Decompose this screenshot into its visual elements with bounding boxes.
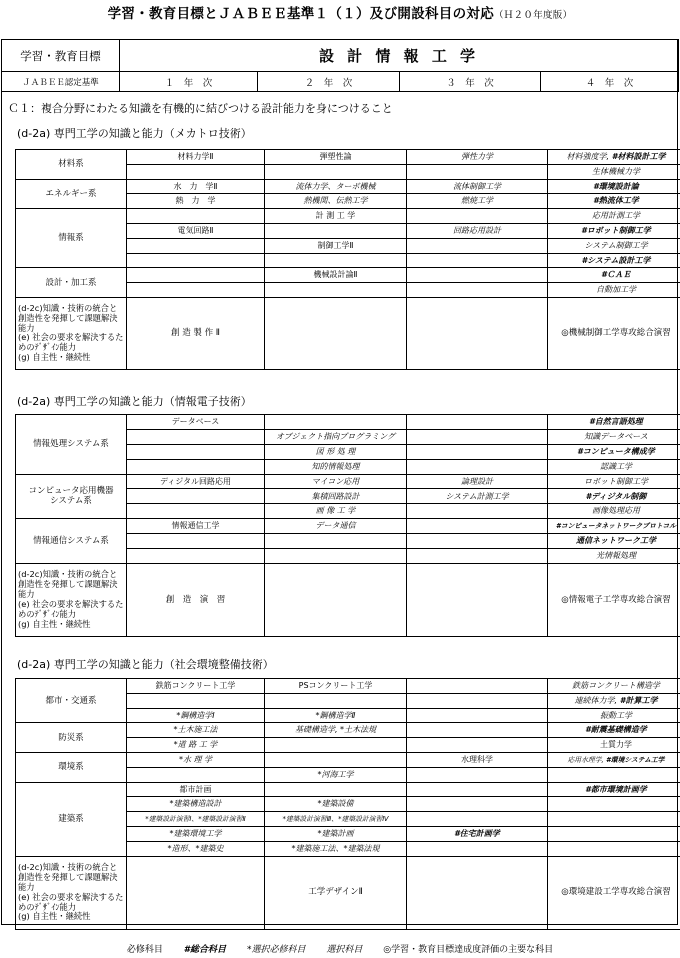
course-cell: システム制御工学 [548,238,680,253]
course-cell: マイコン応用 [265,474,407,489]
course-cell: #耐震基礎構造学 [548,723,680,738]
course-cell: ◎機械制御工学専攻総合演習 [548,297,680,369]
table-row [16,150,680,165]
course-cell: 制御工学Ⅱ [265,238,407,253]
course-cell [407,504,548,519]
course-cell [127,209,265,224]
course-cell [127,504,265,519]
category-label: エネルギー系 [16,179,127,209]
course-cell [265,297,407,369]
course-cell: ◎環境建設工学専攻総合演習 [548,856,680,929]
course-cell [127,429,265,444]
course-cell: 燃焼工学 [407,194,548,209]
course-cell: #システム設計工学 [548,253,680,268]
course-cell [265,415,407,430]
course-cell [407,253,548,268]
header-table [1,39,679,92]
table-row [16,723,680,738]
course-cell: 水 力 学Ⅱ [127,179,265,194]
course-cell [407,297,548,369]
course-cell [127,489,265,504]
course-cell: *建築構造設計 [127,797,265,812]
course-cell: PSコンクリート工学 [265,679,407,694]
course-cell [127,534,265,549]
course-cell [127,283,265,298]
course-cell [127,164,265,179]
year-2: ２ 年 次 [258,72,400,92]
course-cell: 水理科学 [407,752,548,767]
section-title: (d-2a) 専門工学の知識と能力（社会環境整備技術） [17,658,274,671]
page-title: 学習・教育目標とＪＡＢＥＥ基準１（１）及び開設科目の対応（Ｈ２０年度版） [107,6,573,22]
course-cell [407,856,548,929]
course-cell [265,253,407,268]
course-cell [548,812,680,827]
course-cell: 図 形 処 理 [265,444,407,459]
course-cell: 弾塑性論 [265,150,407,165]
course-cell [407,238,548,253]
curriculum-table [15,414,680,637]
course-cell [127,253,265,268]
course-cell: *建築設計演習Ⅲ、*建築設計演習Ⅳ [265,812,407,827]
course-cell [127,856,265,929]
course-cell: 流体力学、ターボ機械 [265,179,407,194]
legend-selective-required: *選択必修科目 [246,945,306,955]
course-cell [407,563,548,636]
course-cell: 土質力学 [548,738,680,753]
course-cell [407,283,548,298]
course-cell [548,767,680,782]
category-label: 防災系 [16,723,127,753]
course-cell: 弾性力学 [407,150,548,165]
objective-note: (d-2c)知識・技術の統合と創造性を発揮して課題解決能力 (e) 社会の要求を解決するためのﾃﾞｻﾞｲﾝ能力 (g) 自主性・継続性 [16,856,127,929]
course-cell: *建築計画 [265,826,407,841]
course-cell: 計 測 工 学 [265,209,407,224]
course-cell: 光情報処理 [548,549,680,564]
course-cell [407,164,548,179]
course-cell [407,534,548,549]
curriculum-table [15,149,680,370]
course-cell [265,782,407,797]
course-cell [265,563,407,636]
course-cell [265,283,407,298]
course-cell: 熱 力 学 [127,194,265,209]
course-cell: 熱機関、伝熱工学 [265,194,407,209]
course-cell: #コンピュータ構成学 [548,444,680,459]
course-cell [407,549,548,564]
course-cell [265,164,407,179]
course-cell [265,693,407,708]
category-label: 建築系 [16,782,127,856]
course-cell [265,534,407,549]
course-cell [127,238,265,253]
category-label: 都市・交通系 [16,679,127,723]
course-cell: 振動工学 [548,708,680,723]
table-row [16,179,680,194]
course-cell [127,268,265,283]
course-cell: #ディジタル制御 [548,489,680,504]
course-cell [265,549,407,564]
course-cell [407,519,548,534]
section-title: (d-2a) 専門工学の知識と能力（メカトロ技術） [17,127,252,140]
course-cell: *土木施工法 [127,723,265,738]
course-cell [407,708,548,723]
course-cell: 生体機械力学 [548,164,680,179]
category-label: 環境系 [16,752,127,782]
course-cell: *造形、*建築史 [127,841,265,856]
course-cell: データベース [127,415,265,430]
course-cell: *鋼構造学Ⅰ [127,708,265,723]
legend-main-evaluation: ◎学習・教育目標達成度評価の主要な科目 [383,945,554,955]
course-cell: *建築環境工学 [127,826,265,841]
course-cell: 応用計測工学 [548,209,680,224]
year-3: ３ 年 次 [400,72,541,92]
course-cell: 流体制御工学 [407,179,548,194]
course-cell [407,812,548,827]
objective-note: (d-2c)知識・技術の統合と創造性を発揮して課題解決能力 (e) 社会の要求を解決するためのﾃﾞｻﾞｲﾝ能力 (g) 自主性・継続性 [16,563,127,636]
course-cell: 認識工学 [548,459,680,474]
table-row [16,563,680,636]
course-cell: #住宅計画学 [407,826,548,841]
course-cell [127,444,265,459]
course-cell: 機械設計論Ⅱ [265,268,407,283]
course-cell: オブジェクト指向プログラミング [265,429,407,444]
category-label: 情報系 [16,209,127,268]
course-cell: #ロボット制御工学 [548,223,680,238]
course-cell [265,752,407,767]
category-label: 情報通信システム系 [16,519,127,564]
course-cell: 集積回路設計 [265,489,407,504]
course-cell [407,738,548,753]
table-row [16,415,680,430]
course-cell [407,444,548,459]
course-cell: データ通信 [265,519,407,534]
course-cell: *河海工学 [265,767,407,782]
table-row [16,782,680,797]
course-cell [407,429,548,444]
category-label: 情報処理システム系 [16,415,127,475]
program-name: 設 計 情 報 工 学 [120,40,679,72]
table-row [16,752,680,767]
course-cell: ◎情報電子工学専攻総合演習 [548,563,680,636]
course-cell [265,738,407,753]
table-row [16,679,680,694]
legend [0,942,680,955]
course-cell: 知的情報処理 [265,459,407,474]
course-cell [127,693,265,708]
course-cell: 材料力学Ⅱ [127,150,265,165]
course-name: #環境システム工学 [603,755,665,764]
legend-required: 必修科目 [126,945,163,955]
table-row [16,268,680,283]
category-label: コンピュータ応用機器 システム系 [16,474,127,519]
course-cell: ディジタル回路応用 [127,474,265,489]
curriculum-table [15,678,680,930]
c1-goal: Ｃ１：複合分野にわたる知識を有機的に結びつける設計能力を身につけること [8,102,393,115]
course-cell [127,767,265,782]
course-name: #材料設計工学 [609,152,666,162]
course-cell: 画像処理応用 [548,504,680,519]
course-name: 応用水理学, [567,755,604,764]
table-row [16,297,680,369]
course-cell: 創 造 演 習 [127,563,265,636]
course-cell [265,223,407,238]
course-cell: 自動加工学 [548,283,680,298]
legend-comprehensive: #総合科目 [183,945,227,955]
course-cell [407,767,548,782]
course-cell: *水 理 学 [127,752,265,767]
course-cell [548,752,680,767]
course-cell [127,459,265,474]
course-cell: 電気回路Ⅱ [127,223,265,238]
course-cell: 知識データベース [548,429,680,444]
course-cell [407,782,548,797]
course-cell: 工学デザインⅡ [265,856,407,929]
course-cell [548,797,680,812]
course-cell: 回路応用設計 [407,223,548,238]
course-cell [407,723,548,738]
course-name: #計算工学 [617,695,658,705]
course-cell: *鋼構造学Ⅱ [265,708,407,723]
table-row [16,474,680,489]
objective-note: (d-2c)知識・技術の統合と創造性を発揮して課題解決能力 (e) 社会の要求を解決するためのﾃﾞｻﾞｲﾝ能力 (g) 自主性・継続性 [16,297,127,369]
course-cell: 論理設計 [407,474,548,489]
course-cell: *建築設備 [265,797,407,812]
course-cell: 創 造 製 作 Ⅱ [127,297,265,369]
section-title: (d-2a) 専門工学の知識と能力（情報電子技術） [17,395,252,408]
course-cell [548,150,680,165]
course-cell [548,826,680,841]
course-cell [407,693,548,708]
course-cell: *建築施工法、*建築法規 [265,841,407,856]
course-cell: 通信ネットワーク工学 [548,534,680,549]
course-cell: #環境設計論 [548,179,680,194]
table-row [16,209,680,224]
course-cell [548,693,680,708]
course-cell: 情報通信工学 [127,519,265,534]
course-cell [407,209,548,224]
category-label: 材料系 [16,150,127,180]
course-cell [407,679,548,694]
course-cell: #都市環境計画学 [548,782,680,797]
course-cell: 基礎構造学, *土木法規 [265,723,407,738]
course-cell: システム計測工学 [407,489,548,504]
course-cell: *道 路 工 学 [127,738,265,753]
course-cell: 鉄筋コンクリート構造学 [548,679,680,694]
course-cell [407,415,548,430]
jabee-label: ＪＡＢＥＥ認定基準 [2,72,120,92]
legend-elective: 選択科目 [326,945,363,955]
course-cell [407,268,548,283]
course-cell: #熱流体工学 [548,194,680,209]
category-label: 設計・加工系 [16,268,127,298]
course-name: 連続体力学, [574,695,618,705]
course-cell: *建築設計演習Ⅰ、*建築設計演習Ⅱ [127,812,265,827]
course-cell: 画 像 工 学 [265,504,407,519]
course-cell [407,797,548,812]
course-cell: 鉄筋コンクリート工学 [127,679,265,694]
table-row [16,519,680,534]
table-row [16,856,680,929]
course-cell: #自然言語処理 [548,415,680,430]
course-cell: 都市計画 [127,782,265,797]
course-cell [407,459,548,474]
goal-label: 学習・教育目標 [2,40,120,72]
course-cell [127,549,265,564]
course-cell: #ＣＡＥ [548,268,680,283]
course-name: 材料強度学, [566,152,610,162]
year-4: ４ 年 次 [541,72,679,92]
year-1: １ 年 次 [120,72,258,92]
course-cell [407,841,548,856]
course-cell: #コンピュータネットワークプロトコル [548,519,680,534]
course-cell [548,841,680,856]
course-cell: ロボット制御工学 [548,474,680,489]
